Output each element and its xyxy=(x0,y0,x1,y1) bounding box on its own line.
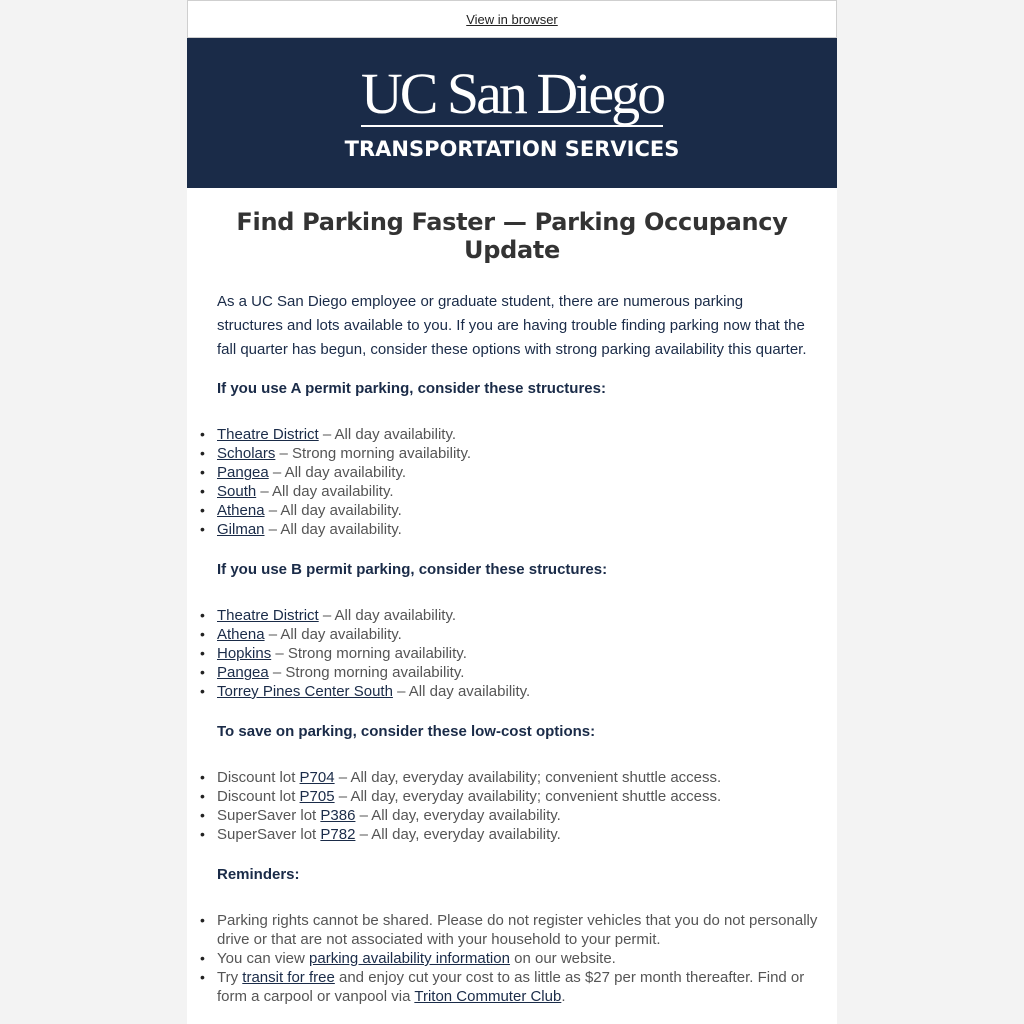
item-prefix: SuperSaver lot xyxy=(217,807,321,824)
list-item xyxy=(217,806,837,825)
header-banner xyxy=(187,38,837,188)
email-container xyxy=(187,0,837,1024)
item-text: You can view xyxy=(217,950,310,967)
list-item xyxy=(217,425,837,444)
item-text: – All day availability. xyxy=(264,626,402,643)
transit-link[interactable]: transit for free xyxy=(242,969,335,986)
list-item xyxy=(217,825,837,844)
item-prefix: SuperSaver lot xyxy=(217,826,321,843)
structure-link[interactable]: South xyxy=(217,483,257,500)
structure-link[interactable]: Pangea xyxy=(217,664,269,681)
low-cost-list xyxy=(217,768,837,844)
list-item xyxy=(217,520,837,539)
reminders-title: Reminders: xyxy=(217,866,300,883)
lot-link[interactable]: P386 xyxy=(320,807,356,824)
item-text: – All day availability. xyxy=(318,607,456,624)
item-text: – Strong morning availability. xyxy=(271,645,467,662)
page-title: Find Parking Faster — Parking Occupancy Update xyxy=(236,208,788,264)
list-item xyxy=(217,463,837,482)
structure-link[interactable]: Gilman xyxy=(217,521,265,538)
availability-link[interactable]: parking availability information xyxy=(309,950,510,967)
list-item xyxy=(217,606,837,625)
item-text: – Strong morning availability. xyxy=(275,445,472,462)
structure-link[interactable]: Athena xyxy=(217,502,265,519)
list-item xyxy=(217,644,837,663)
topbar xyxy=(187,0,837,38)
section-a-title: If you use A permit parking, consider these structures: xyxy=(217,380,606,397)
section-b-list xyxy=(217,606,837,701)
logo-subtitle: TRANSPORTATION SERVICES xyxy=(344,137,680,161)
item-text: . xyxy=(561,988,566,1005)
list-item xyxy=(217,663,837,682)
item-text: – All day, everyday availability; convenient shuttle access. xyxy=(334,769,722,786)
item-text: – All day, everyday availability. xyxy=(355,826,561,843)
item-text: – Strong morning availability. xyxy=(268,664,465,681)
list-item xyxy=(217,787,837,806)
item-text: – All day, everyday availability. xyxy=(355,807,561,824)
view-in-browser-link[interactable]: View in browser xyxy=(466,11,558,27)
email-body xyxy=(187,188,837,1006)
item-text: – All day availability. xyxy=(264,521,402,538)
reminders-list xyxy=(217,911,837,1006)
item-text: – All day availability. xyxy=(318,426,456,443)
lot-link[interactable]: P704 xyxy=(299,769,335,786)
item-text: – All day availability. xyxy=(392,683,531,700)
item-text: – All day availability. xyxy=(264,502,402,519)
section-b-title: If you use B permit parking, consider these structures: xyxy=(217,561,608,578)
item-text: – All day availability. xyxy=(256,483,394,500)
structure-link[interactable]: Athena xyxy=(217,626,265,643)
list-item: • Parking rights cannot be shared. Please do not register vehicles that you do not personally drive or that are not associated with your household to your permit. xyxy=(217,911,837,949)
lot-link[interactable]: P782 xyxy=(320,826,356,843)
item-text: Try xyxy=(217,969,243,986)
structure-link[interactable]: Pangea xyxy=(217,464,269,481)
list-item xyxy=(217,444,837,463)
list-item xyxy=(217,968,837,1006)
lot-link[interactable]: P705 xyxy=(299,788,335,805)
list-item xyxy=(217,482,837,501)
logo-wordmark: UC San Diego xyxy=(360,61,664,126)
item-text: on our website. xyxy=(509,950,616,967)
triton-commuter-club-link[interactable]: Triton Commuter Club xyxy=(414,988,562,1005)
structure-link[interactable]: Hopkins xyxy=(217,645,272,662)
list-item xyxy=(217,625,837,644)
ucsd-logo xyxy=(344,61,680,161)
item-text: – All day availability. xyxy=(268,464,407,481)
item-prefix: Discount lot xyxy=(217,769,300,786)
list-item xyxy=(217,682,837,701)
item-text: – All day, everyday availability; convenient shuttle access. xyxy=(334,788,722,805)
structure-link[interactable]: Scholars xyxy=(217,445,276,462)
intro-paragraph: As a UC San Diego employee or graduate student, there are numerous parking structures and lots available to you. If you are having trouble finding parking now that the fall quarter has begun, consider these options with strong parking availability this quarter. xyxy=(217,293,807,358)
section-a-list xyxy=(217,425,837,539)
item-text: and enjoy cut your cost to as little as $27 per month thereafter. Find or form a carpool or vanpool via xyxy=(217,969,805,1005)
structure-link[interactable]: Torrey Pines Center South xyxy=(217,683,393,700)
low-cost-title: To save on parking, consider these low-cost options: xyxy=(217,723,596,740)
item-prefix: Discount lot xyxy=(217,788,300,805)
structure-link[interactable]: Theatre District xyxy=(217,426,319,443)
list-item xyxy=(217,501,837,520)
list-item xyxy=(217,768,837,787)
structure-link[interactable]: Theatre District xyxy=(217,607,319,624)
list-item xyxy=(217,949,837,968)
